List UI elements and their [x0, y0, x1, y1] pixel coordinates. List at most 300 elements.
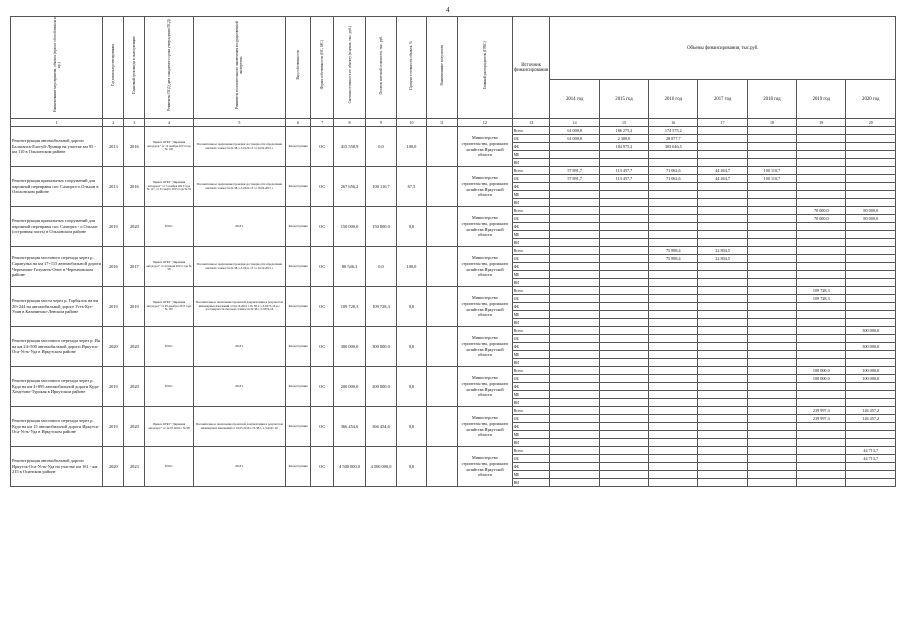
- funding-source-label: ФБ: [512, 183, 550, 191]
- funding-value: [747, 455, 796, 463]
- funding-value: [846, 239, 896, 247]
- recipient-blank: [426, 287, 457, 327]
- funding-value: [846, 479, 896, 487]
- funding-value: [747, 303, 796, 311]
- funding-value: [698, 359, 747, 367]
- table-row: [11, 207, 896, 215]
- funding-value: [698, 471, 747, 479]
- header-year-plan: Плановый срок ввода в эксплуатацию: [124, 17, 145, 119]
- year-start: 2013: [103, 167, 124, 207]
- funding-value: [550, 447, 599, 455]
- psd-details: Приказ ОГКУ "Дирекция автодорог" от 24 июня 2015 года № 98: [145, 247, 193, 287]
- expertise-details: Положительное заключение проектной документации и результатов инженерных изысканий от 04.10.2016 г. № 38-1-1-3-0275-16 и о достоверности сметной стоимости № 38-1-5-0319-16: [193, 287, 285, 327]
- funding-source-label: Всего: [512, 327, 550, 335]
- funding-value: [698, 127, 747, 135]
- funding-value: [747, 295, 796, 303]
- funding-value: [846, 263, 896, 271]
- funding-value: [599, 191, 648, 199]
- funding-value: [550, 255, 599, 263]
- funding-value: [747, 471, 796, 479]
- funding-value: [747, 127, 796, 135]
- funding-value: 70 000,0: [797, 207, 846, 215]
- funding-value: [649, 439, 698, 447]
- psd-details: Приказ ОГКУ "Дирекция автодорог" от 12 ноября 2013 года № 145: [145, 127, 193, 167]
- funding-value: [747, 183, 796, 191]
- ownership-type: Реконструкция: [286, 207, 311, 247]
- funding-source-label: ФБ: [512, 463, 550, 471]
- funding-value: [846, 231, 896, 239]
- estimated-cost: 4 500 000,0: [334, 447, 365, 487]
- funding-source-label: ОБ: [512, 455, 550, 463]
- expertise-details: 2018 г.: [193, 447, 285, 487]
- funding-value: [698, 239, 747, 247]
- funding-source-label: ОБ: [512, 135, 550, 143]
- header-form: Форма собственности (ОС, МС): [311, 17, 334, 119]
- funding-value: [698, 327, 747, 335]
- funding-value: [599, 319, 648, 327]
- table-row: [11, 367, 896, 375]
- column-number: 20: [846, 119, 896, 127]
- funding-value: [698, 303, 747, 311]
- register-table: [10, 16, 896, 487]
- funding-value: [649, 327, 698, 335]
- funding-value: [649, 199, 698, 207]
- column-number: 4: [145, 119, 193, 127]
- funding-value: 300 000,0: [846, 327, 896, 335]
- year-start: 2013: [103, 127, 124, 167]
- funding-value: [846, 191, 896, 199]
- funding-value: [550, 191, 599, 199]
- funding-value: [747, 223, 796, 231]
- funding-value: [846, 271, 896, 279]
- funding-value: [599, 399, 648, 407]
- funding-value: [698, 407, 747, 415]
- funding-value: 113 457,7: [599, 167, 648, 175]
- funding-value: [599, 199, 648, 207]
- funding-value: [797, 143, 846, 151]
- recipient-blank: [426, 407, 457, 447]
- funding-value: [698, 463, 747, 471]
- funding-value: [747, 423, 796, 431]
- recipient-ministry: Министерство строительства, дорожного хозяйства Иркутской области: [458, 367, 513, 407]
- year-start: 2016: [103, 247, 124, 287]
- funding-value: [846, 335, 896, 343]
- funding-value: 100 000,0: [797, 375, 846, 383]
- psd-details: 2018 г.: [145, 447, 193, 487]
- psd-details: Приказ ОГКУ "Дирекция автодорог" от 5 ноября 2013 года № 117, от 31 марта 2015 года № 55: [145, 167, 193, 207]
- funding-value: [599, 247, 648, 255]
- funding-value: [698, 367, 747, 375]
- funding-value: [649, 271, 698, 279]
- funding-value: [797, 447, 846, 455]
- funding-value: 109 728,3: [797, 295, 846, 303]
- funding-value: [649, 375, 698, 383]
- funding-value: [550, 239, 599, 247]
- funding-value: [698, 183, 747, 191]
- funding-value: [747, 319, 796, 327]
- year-plan: 2023: [124, 447, 145, 487]
- funding-value: [550, 247, 599, 255]
- funding-value: [599, 311, 648, 319]
- header-cost: Сметная стоимость по объекту (в ценах, тыс. руб.): [334, 17, 365, 119]
- funding-value: [649, 383, 698, 391]
- project-name: Реконструкция моста через р. Горбылок на км 20+244 на автомобильной дороге Усть-Кут-Уоян в Казачинско-Ленском районе: [11, 287, 103, 327]
- funding-source-label: ВИ: [512, 359, 550, 367]
- funding-value: [649, 447, 698, 455]
- funding-value: [599, 335, 648, 343]
- funding-value: [649, 231, 698, 239]
- funding-source-label: ВИ: [512, 159, 550, 167]
- funding-value: [599, 407, 648, 415]
- funding-value: [747, 247, 796, 255]
- funding-value: [698, 311, 747, 319]
- funding-value: [747, 431, 796, 439]
- funding-value: [797, 383, 846, 391]
- funding-value: [599, 151, 648, 159]
- funding-value: [599, 359, 648, 367]
- remaining-cost: 150 000,0: [365, 207, 396, 247]
- funding-value: [599, 455, 648, 463]
- ownership-form: ОС: [311, 287, 334, 327]
- funding-value: [797, 303, 846, 311]
- funding-source-label: ФБ: [512, 143, 550, 151]
- ownership-form: ОС: [311, 167, 334, 207]
- column-number: 11: [426, 119, 457, 127]
- funding-value: [550, 455, 599, 463]
- funding-value: [747, 255, 796, 263]
- funding-value: [747, 215, 796, 223]
- column-numbers-row: [11, 119, 896, 127]
- funding-value: 100 110,7: [747, 175, 796, 183]
- funding-value: [797, 279, 846, 287]
- funding-source-label: Всего: [512, 127, 550, 135]
- funding-value: [599, 207, 648, 215]
- funding-value: [698, 415, 747, 423]
- funding-value: [846, 311, 896, 319]
- funding-value: 70 000,0: [797, 215, 846, 223]
- funding-value: [747, 391, 796, 399]
- funding-source-label: ОБ: [512, 215, 550, 223]
- column-number: 5: [193, 119, 285, 127]
- funding-source-label: ОБ: [512, 375, 550, 383]
- header-percent: Процент готовности объекта, %: [397, 17, 426, 119]
- project-name: Реконструкция мостового перехода через р. Куда на км 15 автомобильной дороги Иркутск-Оса-Усть-Уда в Иркутском районе: [11, 407, 103, 447]
- readiness-percent: 67,5: [397, 167, 426, 207]
- funding-value: [550, 159, 599, 167]
- header-expertise: Реквизиты положительного заключения государственной экспертизы: [193, 17, 285, 119]
- year-start: 2020: [103, 327, 124, 367]
- funding-source-label: МБ: [512, 351, 550, 359]
- recipient-ministry: Министерство строительства, дорожного хозяйства Иркутской области: [458, 127, 513, 167]
- year-start: 2019: [103, 287, 124, 327]
- funding-value: [550, 231, 599, 239]
- recipient-ministry: Министерство строительства, дорожного хозяйства Иркутской области: [458, 207, 513, 247]
- funding-value: [698, 399, 747, 407]
- psd-details: Приказ ОГКУ "Дирекция автодорог" от 29 декабря 2015 года № 187: [145, 287, 193, 327]
- funding-value: [797, 247, 846, 255]
- column-number: 10: [397, 119, 426, 127]
- funding-value: [698, 431, 747, 439]
- funding-value: [846, 199, 896, 207]
- header-remaining: Остаток сметной стоимости, тыс. руб.: [365, 17, 396, 119]
- funding-source-label: ОБ: [512, 295, 550, 303]
- funding-source-label: ФБ: [512, 223, 550, 231]
- table-row: [11, 127, 896, 135]
- funding-value: [599, 263, 648, 271]
- funding-value: [649, 431, 698, 439]
- funding-source-label: ФБ: [512, 263, 550, 271]
- funding-value: [698, 319, 747, 327]
- funding-value: [846, 471, 896, 479]
- funding-value: [599, 391, 648, 399]
- funding-value: 239 997,4: [797, 407, 846, 415]
- funding-value: 126 457,2: [846, 407, 896, 415]
- funding-value: [599, 375, 648, 383]
- year-header: 2015 год: [599, 80, 648, 119]
- estimated-cost: 200 000,0: [334, 367, 365, 407]
- funding-value: [599, 351, 648, 359]
- funding-value: [649, 183, 698, 191]
- funding-value: [698, 199, 747, 207]
- funding-value: [747, 207, 796, 215]
- recipient-blank: [426, 247, 457, 287]
- funding-value: [797, 463, 846, 471]
- funding-value: [797, 343, 846, 351]
- funding-value: [846, 167, 896, 175]
- project-name: Реконструкция мостового перехода через р. Ия на км 24+500 автомобильной дороги Иркутск-Оса-Усть-Уда в Иркутском районе: [11, 327, 103, 367]
- column-number: 2: [103, 119, 124, 127]
- year-header: 2014 год: [550, 80, 599, 119]
- funding-value: [747, 447, 796, 455]
- header-row: [11, 17, 896, 80]
- funding-value: [550, 479, 599, 487]
- funding-value: [649, 311, 698, 319]
- funding-value: [550, 199, 599, 207]
- funding-value: [698, 215, 747, 223]
- recipient-ministry: Министерство строительства, дорожного хозяйства Иркутской области: [458, 167, 513, 207]
- funding-value: [550, 463, 599, 471]
- funding-value: [550, 359, 599, 367]
- funding-source-label: МБ: [512, 311, 550, 319]
- funding-source-label: Всего: [512, 367, 550, 375]
- funding-value: [846, 159, 896, 167]
- estimated-cost: 267 656,2: [334, 167, 365, 207]
- funding-value: [747, 231, 796, 239]
- funding-value: [747, 279, 796, 287]
- funding-value: [649, 303, 698, 311]
- funding-value: 61 000,0: [550, 127, 599, 135]
- funding-value: 22 804,5: [698, 255, 747, 263]
- register-body: [11, 127, 896, 487]
- funding-value: [649, 351, 698, 359]
- year-header: 2016 год: [649, 80, 698, 119]
- funding-value: [747, 415, 796, 423]
- funding-value: [747, 143, 796, 151]
- ownership-form: ОС: [311, 367, 334, 407]
- funding-source-label: МБ: [512, 151, 550, 159]
- funding-value: [698, 231, 747, 239]
- funding-value: 2 300,0: [599, 135, 648, 143]
- recipient-blank: [426, 127, 457, 167]
- funding-value: [649, 223, 698, 231]
- funding-value: [797, 455, 846, 463]
- table-row: [11, 167, 896, 175]
- funding-value: [797, 423, 846, 431]
- header-name: Наименование мероприятия, объекта (при их обособленном и пр.): [11, 17, 103, 119]
- funding-value: [599, 343, 648, 351]
- funding-source-label: МБ: [512, 471, 550, 479]
- funding-value: 186 275,2: [599, 127, 648, 135]
- expertise-details: Положительное заключение проверки достоверности определения сметной стоимости № 38-1-5-0022-15 от 16.04.2015 г.: [193, 167, 285, 207]
- expertise-details: 2018 г.: [193, 207, 285, 247]
- funding-value: [797, 255, 846, 263]
- funding-value: [599, 431, 648, 439]
- funding-value: [649, 207, 698, 215]
- funding-value: [550, 415, 599, 423]
- funding-value: [550, 351, 599, 359]
- funding-value: [550, 407, 599, 415]
- funding-value: [846, 391, 896, 399]
- funding-source-label: ОБ: [512, 415, 550, 423]
- funding-value: [649, 239, 698, 247]
- funding-value: [698, 391, 747, 399]
- ownership-type: Реконструкция: [286, 407, 311, 447]
- year-plan: 2020: [124, 367, 145, 407]
- funding-value: [599, 447, 648, 455]
- funding-value: [649, 263, 698, 271]
- funding-value: [797, 135, 846, 143]
- funding-value: 126 457,2: [846, 415, 896, 423]
- readiness-percent: 0,0: [397, 207, 426, 247]
- funding-value: [797, 319, 846, 327]
- funding-value: [550, 295, 599, 303]
- funding-value: [550, 319, 599, 327]
- funding-value: [599, 295, 648, 303]
- column-number: 3: [124, 119, 145, 127]
- ownership-form: ОС: [311, 207, 334, 247]
- funding-value: [599, 479, 648, 487]
- funding-source-label: ОБ: [512, 175, 550, 183]
- funding-source-label: Всего: [512, 287, 550, 295]
- funding-value: [550, 383, 599, 391]
- funding-source-label: ВИ: [512, 399, 550, 407]
- recipient-blank: [426, 367, 457, 407]
- funding-value: [797, 335, 846, 343]
- funding-value: [747, 191, 796, 199]
- funding-value: [747, 479, 796, 487]
- column-number: 12: [458, 119, 513, 127]
- funding-value: [649, 319, 698, 327]
- funding-value: [599, 279, 648, 287]
- column-number: 9: [365, 119, 396, 127]
- funding-value: [550, 207, 599, 215]
- funding-value: 184 975,2: [599, 143, 648, 151]
- year-plan: 2019: [124, 287, 145, 327]
- funding-value: [599, 287, 648, 295]
- funding-value: 305 646,5: [649, 143, 698, 151]
- recipient-blank: [426, 447, 457, 487]
- funding-value: [698, 375, 747, 383]
- funding-value: [649, 359, 698, 367]
- funding-value: [846, 287, 896, 295]
- funding-value: [747, 271, 796, 279]
- ownership-type: Реконструкция: [286, 167, 311, 207]
- remaining-cost: 200 000,0: [365, 367, 396, 407]
- column-number: 1: [11, 119, 103, 127]
- header-psd: Реквизиты ПСД (дата ожидаемого срока утверждения ПСД): [145, 17, 193, 119]
- funding-value: [747, 287, 796, 295]
- psd-details: 2018 г.: [145, 207, 193, 247]
- funding-source-label: ФБ: [512, 423, 550, 431]
- funding-source-label: ФБ: [512, 343, 550, 351]
- readiness-percent: 0,0: [397, 287, 426, 327]
- table-row: [11, 327, 896, 335]
- funding-value: [747, 151, 796, 159]
- funding-value: 28 877,7: [649, 135, 698, 143]
- estimated-cost: 109 728,3: [334, 287, 365, 327]
- funding-value: [747, 407, 796, 415]
- funding-value: [747, 383, 796, 391]
- ownership-form: ОС: [311, 327, 334, 367]
- funding-value: [649, 151, 698, 159]
- funding-source-label: МБ: [512, 231, 550, 239]
- year-plan: 2016: [124, 127, 145, 167]
- remaining-cost: 4 500 000,0: [365, 447, 396, 487]
- remaining-cost: 300 000,0: [365, 327, 396, 367]
- funding-value: [846, 319, 896, 327]
- funding-source-label: ВИ: [512, 199, 550, 207]
- funding-value: [599, 463, 648, 471]
- ownership-type: Реконструкция: [286, 447, 311, 487]
- funding-source-label: МБ: [512, 191, 550, 199]
- funding-value: [846, 351, 896, 359]
- year-start: 2019: [103, 207, 124, 247]
- funding-value: [797, 359, 846, 367]
- funding-value: [649, 407, 698, 415]
- funding-value: [550, 399, 599, 407]
- funding-value: [698, 335, 747, 343]
- funding-source-label: Всего: [512, 207, 550, 215]
- funding-value: 113 457,7: [599, 175, 648, 183]
- project-name: Реконструкция автомобильной дороги Балаганск-Елогуй-Лумвар на участке км 95 - км 110 в Ольхонском районе: [11, 127, 103, 167]
- funding-value: 174 575,2: [649, 127, 698, 135]
- header-grbs: Главный распорядитель (ГРБС): [458, 17, 513, 119]
- table-row: [11, 407, 896, 415]
- funding-value: 44 464,7: [698, 175, 747, 183]
- ownership-form: ОС: [311, 447, 334, 487]
- page-number: 4: [446, 6, 450, 14]
- ownership-form: ОС: [311, 127, 334, 167]
- project-name: Реконструкция автомобильной дороги Иркутск-Оса-Усть-Уда на участке км 161 - км 215 в Осинском районе: [11, 447, 103, 487]
- readiness-percent: 0,0: [397, 367, 426, 407]
- funding-value: [698, 447, 747, 455]
- table-row: [11, 287, 896, 295]
- header-ownership: Вид собственности: [286, 17, 311, 119]
- funding-value: 100 000,0: [846, 375, 896, 383]
- funding-value: [797, 191, 846, 199]
- funding-value: [797, 391, 846, 399]
- funding-value: 44 713,7: [846, 455, 896, 463]
- funding-source-label: Всего: [512, 247, 550, 255]
- year-start: 2020: [103, 447, 124, 487]
- funding-value: [550, 439, 599, 447]
- funding-source-label: ВИ: [512, 439, 550, 447]
- funding-value: [797, 239, 846, 247]
- funding-value: [747, 399, 796, 407]
- project-name: Реконструкция причальных сооружений для паромной переправы пос Сахюрта - о.Ольхон (островная часть) в Ольхонском районе: [11, 207, 103, 247]
- funding-value: [698, 279, 747, 287]
- estimated-cost: 150 000,0: [334, 207, 365, 247]
